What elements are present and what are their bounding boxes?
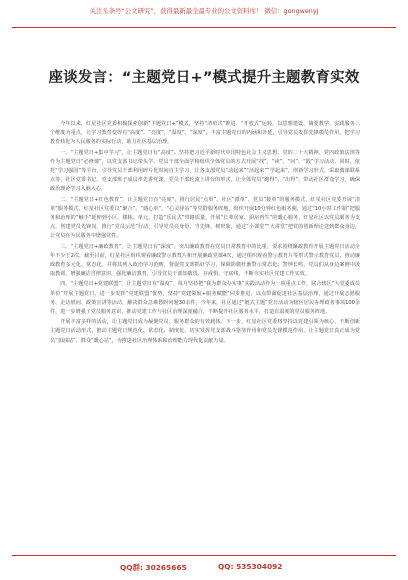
page-title: 座谈发言：“主题党日+”模式提升主题教育实效 — [48, 70, 360, 86]
header-divider — [12, 27, 396, 28]
paragraph: 四、“主题党日+党建联盟”，让主题党日有“温度”。每月坚持把“我为群众办实事”实践活动作为一项重点工作，联合辖区“大党委成员单位”开展主题党日，进一步发挥“党建联盟”优势，坚持“党建领航+服务赋能”同步推进，以点带面促进社区基层治理，通过开展志愿服务、走访慰问、政策宣讲等活动，解决群众急难愁盼问题30余件，今年来，社区通过“链式主题”党日活动为辖区居民办理政务事项100余件，进一步增强了党员服务意识，推动党建工作与社区治理深度融合，不断提升社区服务水平，打造有温度的党员服务阵地。 — [50, 281, 360, 316]
qq-number: QQ: 535304092 — [218, 562, 283, 571]
document-body — [50, 120, 360, 347]
qq-group-number: QQ群: 30265665 — [120, 563, 187, 572]
paragraph: 二、“主题党日+红色教育”，让主题党日有“亮度”。推行居民“点单”、社区“派单”、党员“接单”的服务模式，红星社区党委开展“清单”服务模式，红星社区党委以“聚合”、“感心单”、“心灵驿站”等党群服务阵地，组织开展10分钟红色服务圈，通过“10小时工作制”把服务和治理的“触手”延伸到小区、楼栋、单元，打造“乐民式”带路质量，开展“长辈居家、厨房再生”的暖心服务，红星社区以党员服务为支点，创建党员先锋岗，推行“党员示范”行动，引导党员亮身份、当先锋、树形象，通过“小课堂”“大讲堂”把党的创新理论送到群众身边，让党员在为民服务中增强党性。 — [50, 196, 360, 240]
header-banner: 关注头条号“公文研究”，获得最新最全最专业的公文资料库！ 微信：gongwenyj — [89, 7, 319, 15]
footer-divider — [12, 555, 396, 556]
paragraph: 开展丰富多样的活动，让主题党日成为凝聚党员、服务群众的有效载体。下一步，红星社区党委将坚持以党建引领为核心，不断创新主题党日活动形式，推动主题党日规范化、常态化、制度化，切实发挥党支部战斗堡垒作用和党员先锋模范作用，让主题党日真正成为党员“加油站”、群众“暖心站”，为推进社区治理体系和治理能力现代化贡献力量。 — [50, 319, 360, 344]
paragraph: 今年以来，红星社区党委积极探索创新“主题党日+”模式，坚持“清单式”推进、“开放式”运转，以思想建设、摘要教学、实践服务三个维度为重点，让学习教育变得有“高度”、“亮度”、“温度”、“深度”，丰富主题党日的内涵和外延，引导党员发挥先锋模范作用，把学习教育转化为人民服务的实际行动，助力社区基层治理。 — [50, 121, 360, 146]
paragraph: 三、“主题党日+廉政教育”，让主题党日有“深度”。突出廉政教育在党员日常教育中的比重，要求围绕廉政教育开展主题党日活动全年不少于2次，截至目前，红星社区组织观看廉政警示教育片和开展廉政党课4次，通过组织观看警示教育片等形式警示教育党员，推动廉政教育多元化、常态化，并将其列入政治学习范畴，督促党支部抓好学习，保障防微杜渐警示常态化；警钟长鸣，党员们从身边案例中汲取教训，增强廉洁自律意识，强化廉洁教育，引导党员干部知敬畏、存戒惧、守底线，不断夯实社区党建工作实效。 — [50, 243, 360, 278]
paragraph: 一、“主题党日+集中学习”，让主题党日有“高度”。坚持把习近平新时代中国特色社会主义思想、党的二十大精神、党内政策法规等作为主题党日“必修课”，以党支部书记带头学、党员干部全面学和组织全体党员的方式开展“找”、“读”、“问”、“践”学习活动。同时，依托“学习强国”等平台，引导党员干部利用碎片化时间自主学习，让各支部党员“动起来”“活起来”“学起来”，创新学习形式，采取微课联系点等，社区党委书记、党支部班子成员率先讲党课，党员干部轮流上讲台的形式，让全体党员“跑得”、“出得”、带动社区群众学习，确保政治理论学习入脑入心。 — [50, 149, 360, 193]
footer — [0, 558, 408, 576]
